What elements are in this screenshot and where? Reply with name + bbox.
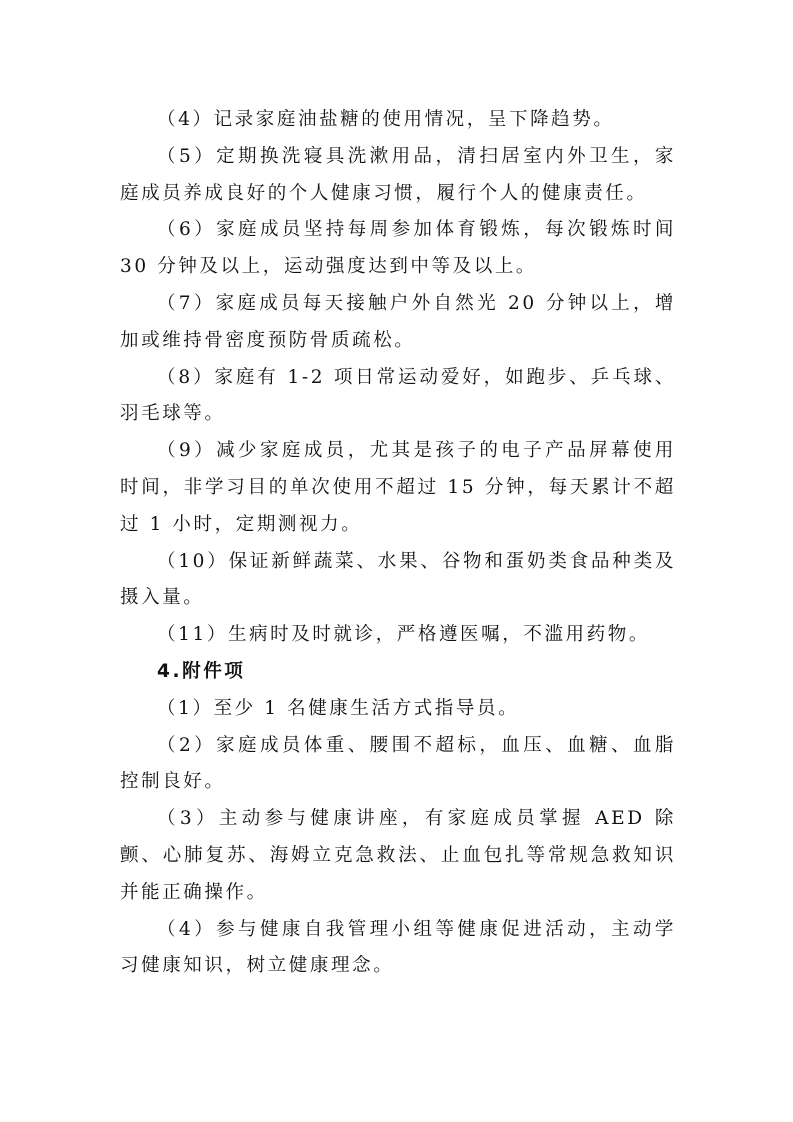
list-item: （7）家庭成员每天接触户外自然光 20 分钟以上，增加或维持骨密度预防骨质疏松。 <box>120 292 676 351</box>
section-heading: 4.附件项 <box>157 660 246 682</box>
list-item: （10）保证新鲜蔬菜、水果、谷物和蛋奶类食品种类及摄入量。 <box>120 550 676 609</box>
list-item: （1）至少 1 名健康生活方式指导员。 <box>157 697 520 719</box>
list-item: （5）定期换洗寝具洗漱用品，清扫居室内外卫生，家庭成员养成良好的个人健康习惯，履行个人的健康责任。 <box>120 145 676 204</box>
list-item: （4）记录家庭油盐糖的使用情况，呈下降趋势。 <box>157 109 615 130</box>
list-item: （9）减少家庭成员，尤其是孩子的电子产品屏幕使用时间，非学习目的单次使用不超过 15 分钟，每天累计不超过 1 小时，定期测视力。 <box>120 440 676 535</box>
list-item: （4）参与健康自我管理小组等健康促进活动，主动学习健康知识，树立健康理念。 <box>120 918 676 977</box>
document-body <box>120 102 676 985</box>
list-item: （2）家庭成员体重、腰围不超标，血压、血糖、血脂控制良好。 <box>120 734 676 793</box>
list-item: （11）生病时及时就诊，严格遵医嘱，不滥用药物。 <box>157 624 650 646</box>
list-item: （3）主动参与健康讲座，有家庭成员掌握 AED 除颤、心肺复苏、海姆立克急救法、止血包扎等常规急救知识并能正确操作。 <box>120 808 676 903</box>
list-item: （8）家庭有 1-2 项日常运动爱好，如跑步、乒乓球、羽毛球等。 <box>120 366 676 425</box>
list-item: （6）家庭成员坚持每周参加体育锻炼，每次锻炼时间30 分钟及以上，运动强度达到中等及以上。 <box>120 219 676 278</box>
